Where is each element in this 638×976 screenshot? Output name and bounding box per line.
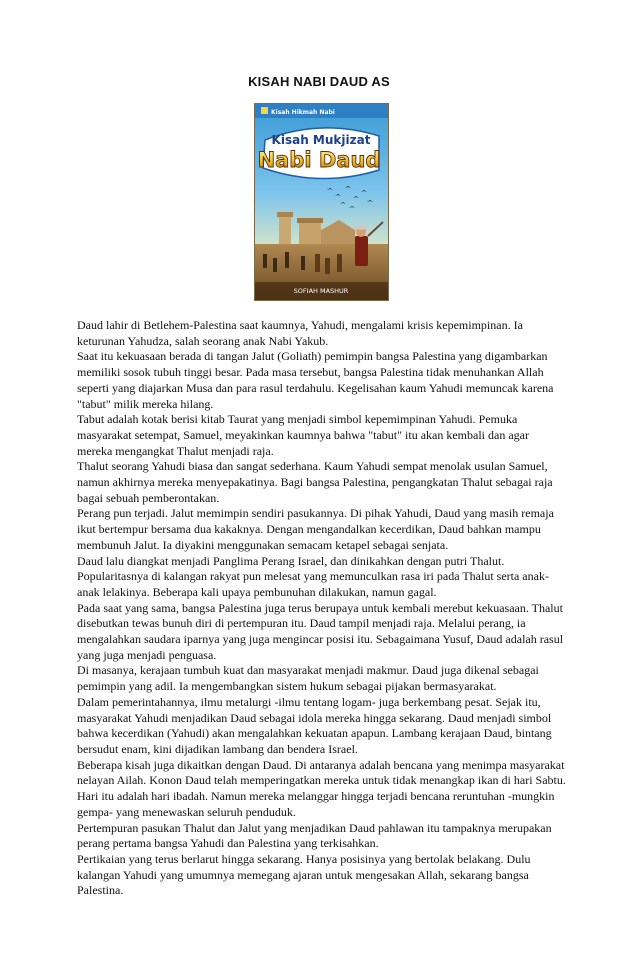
paragraph: Beberapa kisah juga dikaitkan dengan Daud. Di antaranya adalah bencana yang menimpa masyarakat nelayan Ailah. Konon Daud telah memperingatkan mereka untuk tidak menangkap ikan di hari Sabtu. Hari itu adalah hari ibadah. Namun mereka melanggar hingga terjadi bencana reruntuhan -mungkin gempa- yang menewaskan seluruh penduduk. bbox=[77, 757, 566, 819]
article-body bbox=[77, 318, 567, 899]
paragraph: Pertikaian yang terus berlarut hingga sekarang. Hanya posisinya yang bertolak belakang. Dulu kalangan Yahudi yang umumnya memegang ajaran untuk mengesakan Allah, sekarang bangsa Palestina. bbox=[77, 851, 531, 898]
paragraph: Pertempuran pasukan Thalut dan Jalut yang menjadikan Daud pahlawan itu tampaknya merupakan perang pertama bangsa Yahudi dan Palestina yang terkisahkan. bbox=[77, 820, 552, 851]
paragraph: Di masanya, kerajaan tumbuh kuat dan masyarakat menjadi makmur. Daud juga dikenal sebagai pemimpin yang adil. Ia mengembangkan sistem hukum sebagai pijakan bermasyarakat. bbox=[77, 663, 539, 694]
cover-title-line1: Kisah Mukjizat bbox=[271, 133, 371, 147]
paragraph: Thalut seorang Yahudi biasa dan sangat sederhana. Kaum Yahudi sempat menolak usulan Samuel, namun akhirnya mereka menyepakatinya. Bagi bangsa Palestina, pengangkatan Thalut sebagai raja bagai sebuah pemberontakan. bbox=[77, 459, 553, 505]
paragraph: Perang pun terjadi. Jalut memimpin sendiri pasukannya. Di pihak Yahudi, Daud yang masih remaja ikut bertempur bersama dua kakaknya. Dengan mengandalkan kecerdikan, Daud bahkan mampu membunuh Jalut. Ia diyakini menggunakan semacam ketapel sebagai senjata. bbox=[77, 506, 554, 552]
paragraph: Tabut adalah kotak berisi kitab Taurat yang menjadi simbol kepemimpinan Yahudi. Pemuka masyarakat setempat, Samuel, meyakinkan kaumnya bahwa "tabut" itu akan kembali dan agar mereka mengangkat Thalut menjadi raja. bbox=[77, 412, 529, 458]
paragraph: Daud lalu diangkat menjadi Panglima Perang Israel, dan dinikahkan dengan putri Thalut. Popularitasnya di kalangan rakyat pun melesat yang memunculkan rasa iri pada Thalut serta anak-anak lelakinya. Beberapa kali upaya pembunuhan dilakukan, namun gagal. bbox=[77, 553, 549, 599]
document-title: KISAH NABI DAUD AS bbox=[248, 74, 390, 89]
cover-title-line2: Nabi Daud bbox=[257, 148, 381, 172]
cover-author: SOFIAH MASHUR bbox=[293, 287, 349, 295]
paragraph: Dalam pemerintahannya, ilmu metalurgi -ilmu tentang logam- juga berkembang pesat. Sejak itu, masyarakat Yahudi menjadikan Daud sebagai idola mereka hingga sekarang. Daud menjadi simbol bahwa kecerdikan (Yahudi) akan mengalahkan kekuatan apapun. Lambang kerajaan Daud, bintang bersudut enam, kini dijadikan lambang dan bendera Israel. bbox=[77, 694, 552, 756]
paragraph: Pada saat yang sama, bangsa Palestina juga terus berupaya untuk kembali merebut kekuasaan. Thalut disebutkan tewas bunuh diri di pertempuran itu. Daud tampil menjadi raja. Melalui perang, ia mengalahkan saudara iparnya yang juga mengincar posisi itu. Sebagaimana Yusuf, Daud adalah rasul yang juga menjadi penguasa. bbox=[77, 600, 564, 662]
book-cover-image bbox=[254, 103, 389, 301]
cover-publisher: Kisah Hikmah Nabi bbox=[271, 109, 335, 116]
paragraph: Saat itu kekuasaan berada di tangan Jalut (Goliath) pemimpin bangsa Palestina yang digambarkan memiliki sosok tubuh tinggi besar. Pada masa tersebut, bangsa Palestina tidak menuhankan Allah seperti yang diajarkan Musa dan para rasul terdahulu. Kegelisahan kaum Yahudi memuncak karena "tabut" milik mereka hilang. bbox=[77, 349, 554, 411]
paragraph: Daud lahir di Betlehem-Palestina saat kaumnya, Yahudi, mengalami krisis kepemimpinan. Ia keturunan Yahudza, salah seorang anak Nabi Yakub. bbox=[77, 318, 523, 348]
